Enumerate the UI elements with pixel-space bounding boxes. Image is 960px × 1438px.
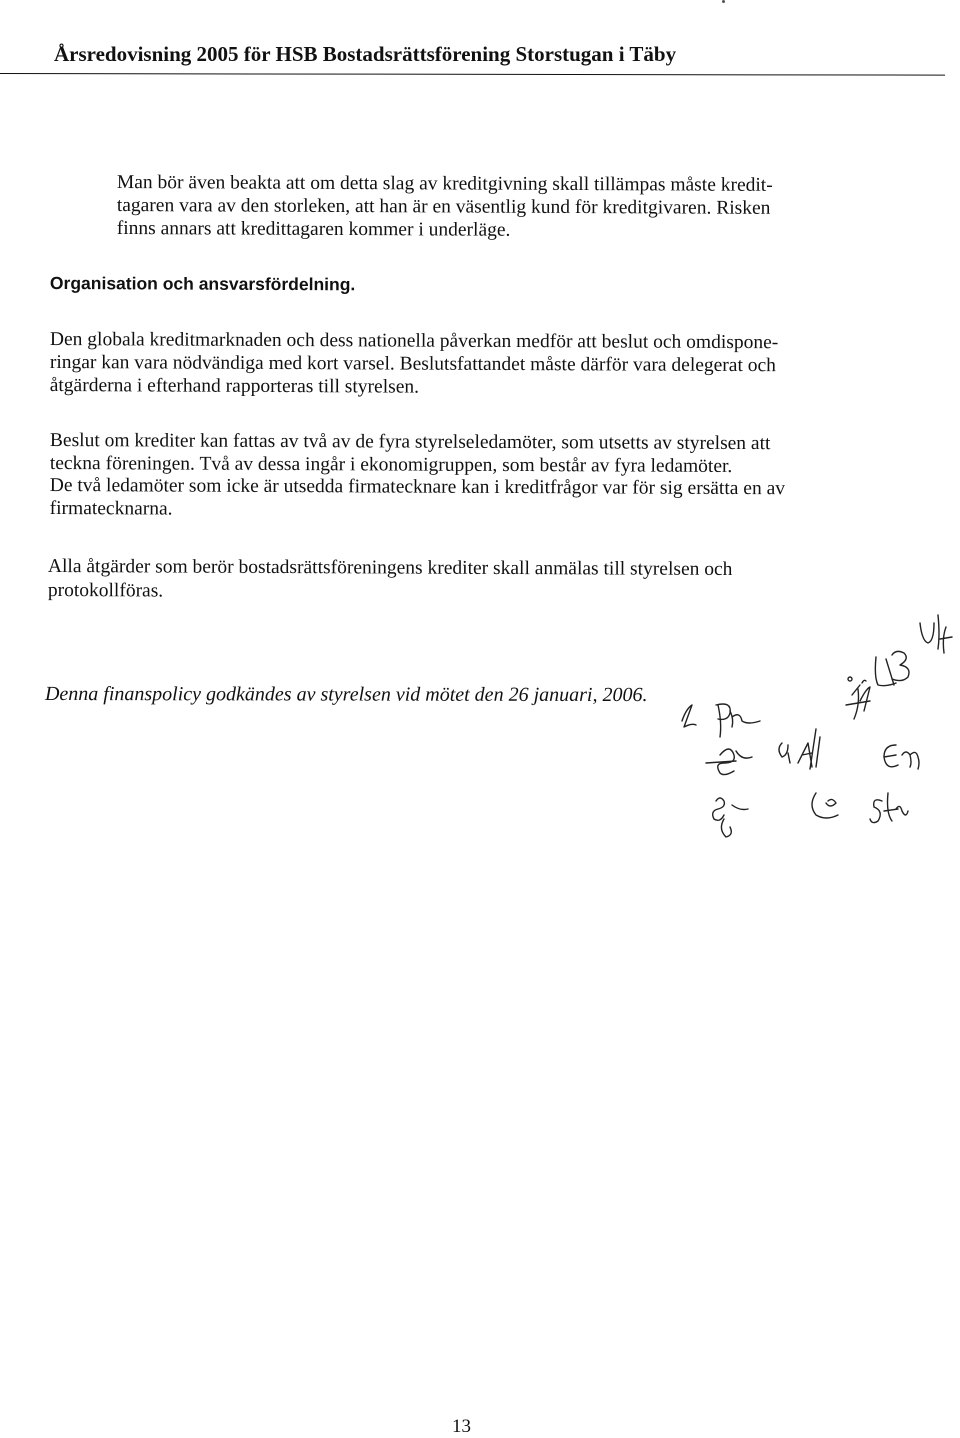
- paragraph-line: Alla åtgärder som berör bostadsrättsföreningens krediter skall anmälas till styrelsen och: [47, 556, 733, 580]
- paragraph-line: ringar kan vara nödvändiga med kort varsel. Beslutsfattandet måste därför vara delegerat och: [49, 351, 776, 377]
- signature-pr: [682, 704, 760, 737]
- paragraph-line: finns annars att kredittagaren kommer i underläge.: [116, 217, 511, 241]
- signature-aa: [846, 680, 870, 719]
- paragraph-line: teckna föreningen. Två av dessa ingår i ekonomigruppen, som består av fyra ledamöter.: [49, 452, 733, 477]
- signature-ah: [706, 749, 752, 775]
- signature-ulf: [920, 615, 952, 653]
- scan-speck: [722, 0, 725, 3]
- paragraph-credit-customer: [117, 172, 773, 243]
- approval-note: Denna finanspolicy godkändes av styrelsen vid mötet den 26 januari, 2006.: [44, 683, 648, 707]
- signature-le: [812, 793, 838, 818]
- paragraph-line: protokollföras.: [47, 579, 164, 602]
- paragraph-line: Man bör även beakta att om detta slag av kreditgivning skall tillämpas måste kredit-: [116, 172, 773, 196]
- paragraph-credit-decisions: [50, 430, 786, 523]
- paragraph-line: tagaren vara av den storleken, att han är en väsentlig kund för kreditgivaren. Risken: [116, 194, 771, 219]
- signature-ga: [713, 798, 748, 837]
- page-number: 13: [452, 1416, 471, 1437]
- signature-g: [779, 743, 790, 763]
- paragraph-line: Den globala kreditmarknaden och dess nationella påverkan medför att beslut och omdispone-: [49, 329, 779, 354]
- handwritten-initials: [620, 605, 960, 865]
- paragraph-line: De två ledamöter som icke är utsedda firmatecknare kan i kreditfrågor var för sig ersätta en av: [49, 474, 786, 500]
- signature-dot: [848, 677, 852, 681]
- paragraph-reporting: [48, 556, 733, 605]
- signature-em: [884, 745, 919, 769]
- paragraph-line: åtgärderna i efterhand rapporteras till styrelsen.: [49, 374, 420, 398]
- paragraph-line: firmatecknarna.: [49, 497, 173, 520]
- header-title: Årsredovisning 2005 för HSB Bostadsrättsförening Storstugan i Täby: [54, 42, 677, 66]
- section-heading: Organisation och ansvarsfördelning.: [49, 273, 356, 295]
- paragraph-line: Beslut om krediter kan fattas av två av de fyra styrelseledamöter, som utsetts av styrelsen att: [49, 430, 771, 455]
- paragraph-global-market: [50, 329, 779, 400]
- signature-lb: [875, 651, 909, 685]
- signature-al: [798, 729, 820, 769]
- header-divider: [0, 73, 945, 76]
- signature-sl: [870, 793, 908, 823]
